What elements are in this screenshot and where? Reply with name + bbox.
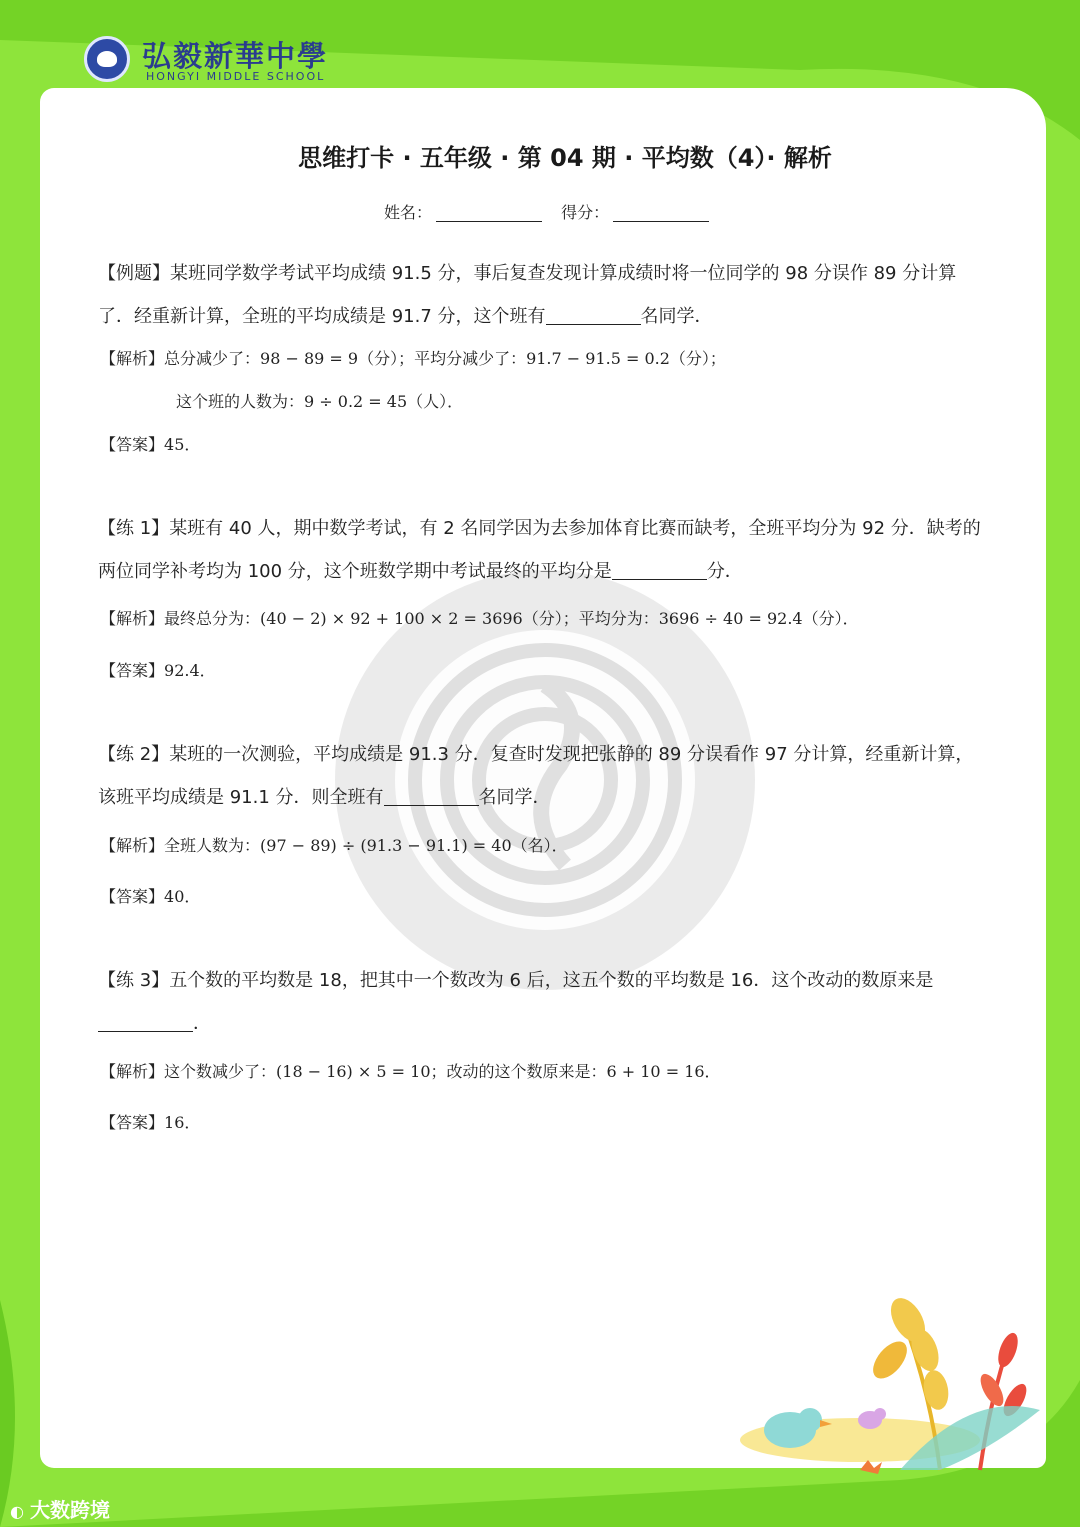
brand-footer [10, 1494, 110, 1523]
solution-tag: 【解析】 [100, 609, 165, 628]
plant-bird-decoration [740, 1280, 1060, 1480]
solution-text: 全班人数为：(97 − 89) ÷ (91.3 − 91.1) = 40（名）． [164, 836, 568, 855]
solution-tag: 【解析】 [100, 836, 165, 855]
practice-1-solution [100, 606, 859, 629]
practice-1-answer [100, 658, 216, 681]
question-tag: 【练 2】 [98, 744, 170, 765]
example-question [98, 252, 988, 338]
solution-text: 总分减少了：98 − 89 = 9（分）；平均分减少了：91.7 − 91.5 = 0.2（分）； [164, 349, 726, 368]
example-answer [100, 432, 200, 455]
score-blank[interactable] [613, 203, 709, 222]
example-solution-line-2: 这个班的人数为：9 ÷ 0.2 = 45（人）． [176, 392, 464, 411]
question-text-end: 分． [706, 561, 743, 582]
answer-value: 16． [164, 1113, 201, 1132]
practice-2-question [98, 733, 988, 819]
question-tag: 【练 3】 [98, 970, 170, 991]
answer-value: 92.4． [164, 661, 216, 680]
solution-text: 这个数减少了：(18 − 16) × 5 = 10；改动的这个数原来是：6 + 10 = 16． [164, 1062, 721, 1081]
solution-text: 最终总分为：(40 − 2) × 92 + 100 × 2 = 3696（分）；平均分为：3696 ÷ 40 = 92.4（分）． [164, 609, 859, 628]
question-text: 某班有 40 人，期中数学考试，有 2 名同学因为去参加体育比赛而缺考，全班平均分为 92 分．缺考的两位同学补考均为 100 分，这个班数学期中考试最终的平均分是 [98, 518, 981, 582]
school-logo [84, 34, 334, 86]
practice-1-question [98, 507, 988, 593]
answer-blank[interactable] [546, 306, 641, 325]
practice-3-answer [100, 1110, 200, 1133]
question-text: 某班同学数学考试平均成绩 91.5 分，事后复查发现计算成绩时将一位同学的 98 分误作 89 分计算了．经重新计算，全班的平均成绩是 91.7 分，这个班有 [98, 263, 957, 327]
question-text: 五个数的平均数是 18，把其中一个数改为 6 后，这五个数的平均数是 16．这个改动的数原来是 [169, 970, 934, 991]
school-emblem-icon [84, 36, 130, 82]
answer-tag: 【答案】 [100, 1113, 165, 1132]
question-text-end: ． [193, 1013, 211, 1034]
name-score-row [384, 200, 723, 223]
practice-3-question [98, 959, 988, 1045]
school-name-cn: 弘毅新華中學 [142, 39, 329, 73]
answer-tag: 【答案】 [100, 435, 165, 454]
name-label: 姓名： [384, 203, 433, 222]
example-solution-line-1 [100, 346, 726, 369]
question-tag: 【练 1】 [98, 518, 170, 539]
question-text-end: 名同学． [478, 787, 551, 808]
name-blank[interactable] [436, 203, 542, 222]
solution-tag: 【解析】 [100, 349, 165, 368]
answer-blank[interactable] [612, 561, 707, 580]
answer-value: 40． [164, 887, 201, 906]
answer-blank[interactable] [98, 1013, 193, 1032]
practice-3-solution [100, 1059, 721, 1082]
question-tag: 【例题】 [98, 263, 170, 284]
brand-name: 大数跨境 [29, 1498, 110, 1522]
brand-logo-icon: ◐ [10, 1502, 24, 1521]
answer-value: 45． [164, 435, 201, 454]
question-text: 某班的一次测验，平均成绩是 91.3 分．复查时发现把张静的 89 分误看作 97 分计算，经重新计算，该班平均成绩是 91.1 分．则全班有 [98, 744, 974, 808]
question-text-end: 名同学． [640, 306, 713, 327]
score-label: 得分： [561, 203, 610, 222]
answer-tag: 【答案】 [100, 887, 165, 906]
school-name-en: HONGYI MIDDLE SCHOOL [146, 70, 326, 83]
practice-2-answer [100, 884, 200, 907]
answer-tag: 【答案】 [100, 661, 165, 680]
answer-blank[interactable] [384, 787, 479, 806]
practice-2-solution [100, 833, 568, 856]
solution-tag: 【解析】 [100, 1062, 165, 1081]
page-title: 思维打卡 · 五年级 · 第 04 期 · 平均数（4）· 解析 [298, 144, 832, 172]
